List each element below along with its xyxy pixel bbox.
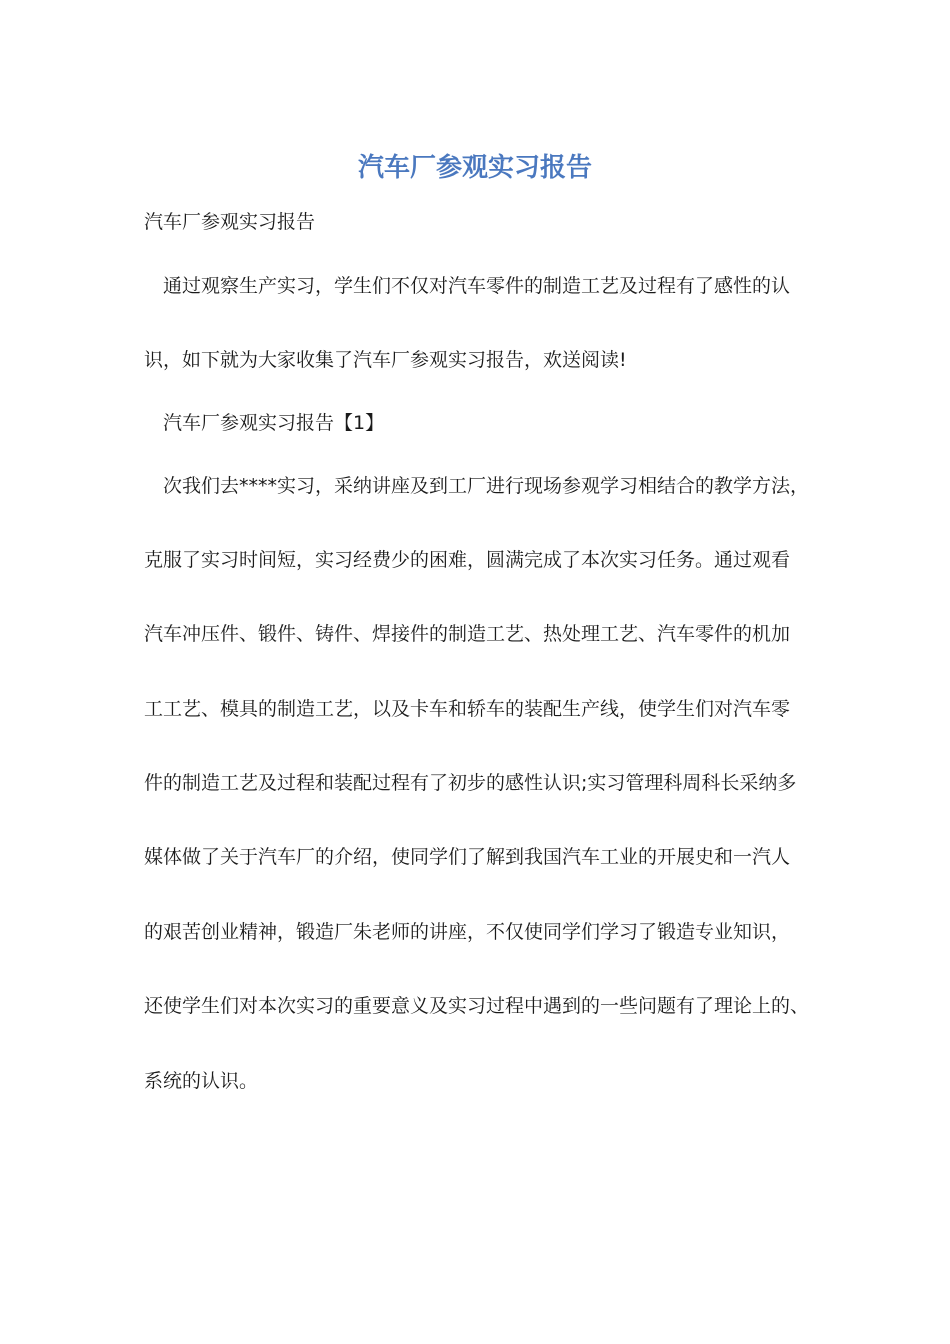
intro-line-2: 识，如下就为大家收集了汽车厂参观实习报告，欢送阅读!	[144, 349, 627, 371]
body-line-5: 件的制造工艺及过程和装配过程有了初步的感性认识;实习管理科周科长采纳多	[144, 772, 797, 794]
body-line-3: 汽车冲压件、锻件、铸件、焊接件的制造工艺、热处理工艺、汽车零件的机加	[144, 623, 791, 645]
section-heading: 汽车厂参观实习报告【1】	[163, 412, 385, 434]
body-line-2: 克服了实习时间短，实习经费少的困难，圆满完成了本次实习任务。通过观看	[144, 549, 791, 571]
document-subtitle: 汽车厂参观实习报告	[144, 211, 316, 233]
body-line-9: 系统的认识。	[144, 1070, 259, 1092]
body-line-7: 的艰苦创业精神，锻造厂朱老师的讲座，不仅使同学们学习了锻造专业知识，	[144, 921, 791, 943]
body-line-6: 媒体做了关于汽车厂的介绍，使同学们了解到我国汽车工业的开展史和一汽人	[144, 846, 791, 868]
body-line-1: 次我们去****实习，采纳讲座及到工厂进行现场参观学习相结合的教学方法，	[163, 475, 810, 497]
body-line-4: 工工艺、模具的制造工艺，以及卡车和轿车的装配生产线，使学生们对汽车零	[144, 698, 791, 720]
intro-line-1: 通过观察生产实习，学生们不仅对汽车零件的制造工艺及过程有了感性的认	[163, 275, 791, 297]
document-title: 汽车厂参观实习报告	[357, 153, 592, 183]
body-line-8: 还使学生们对本次实习的重要意义及实习过程中遇到的一些问题有了理论上的、	[144, 995, 810, 1017]
